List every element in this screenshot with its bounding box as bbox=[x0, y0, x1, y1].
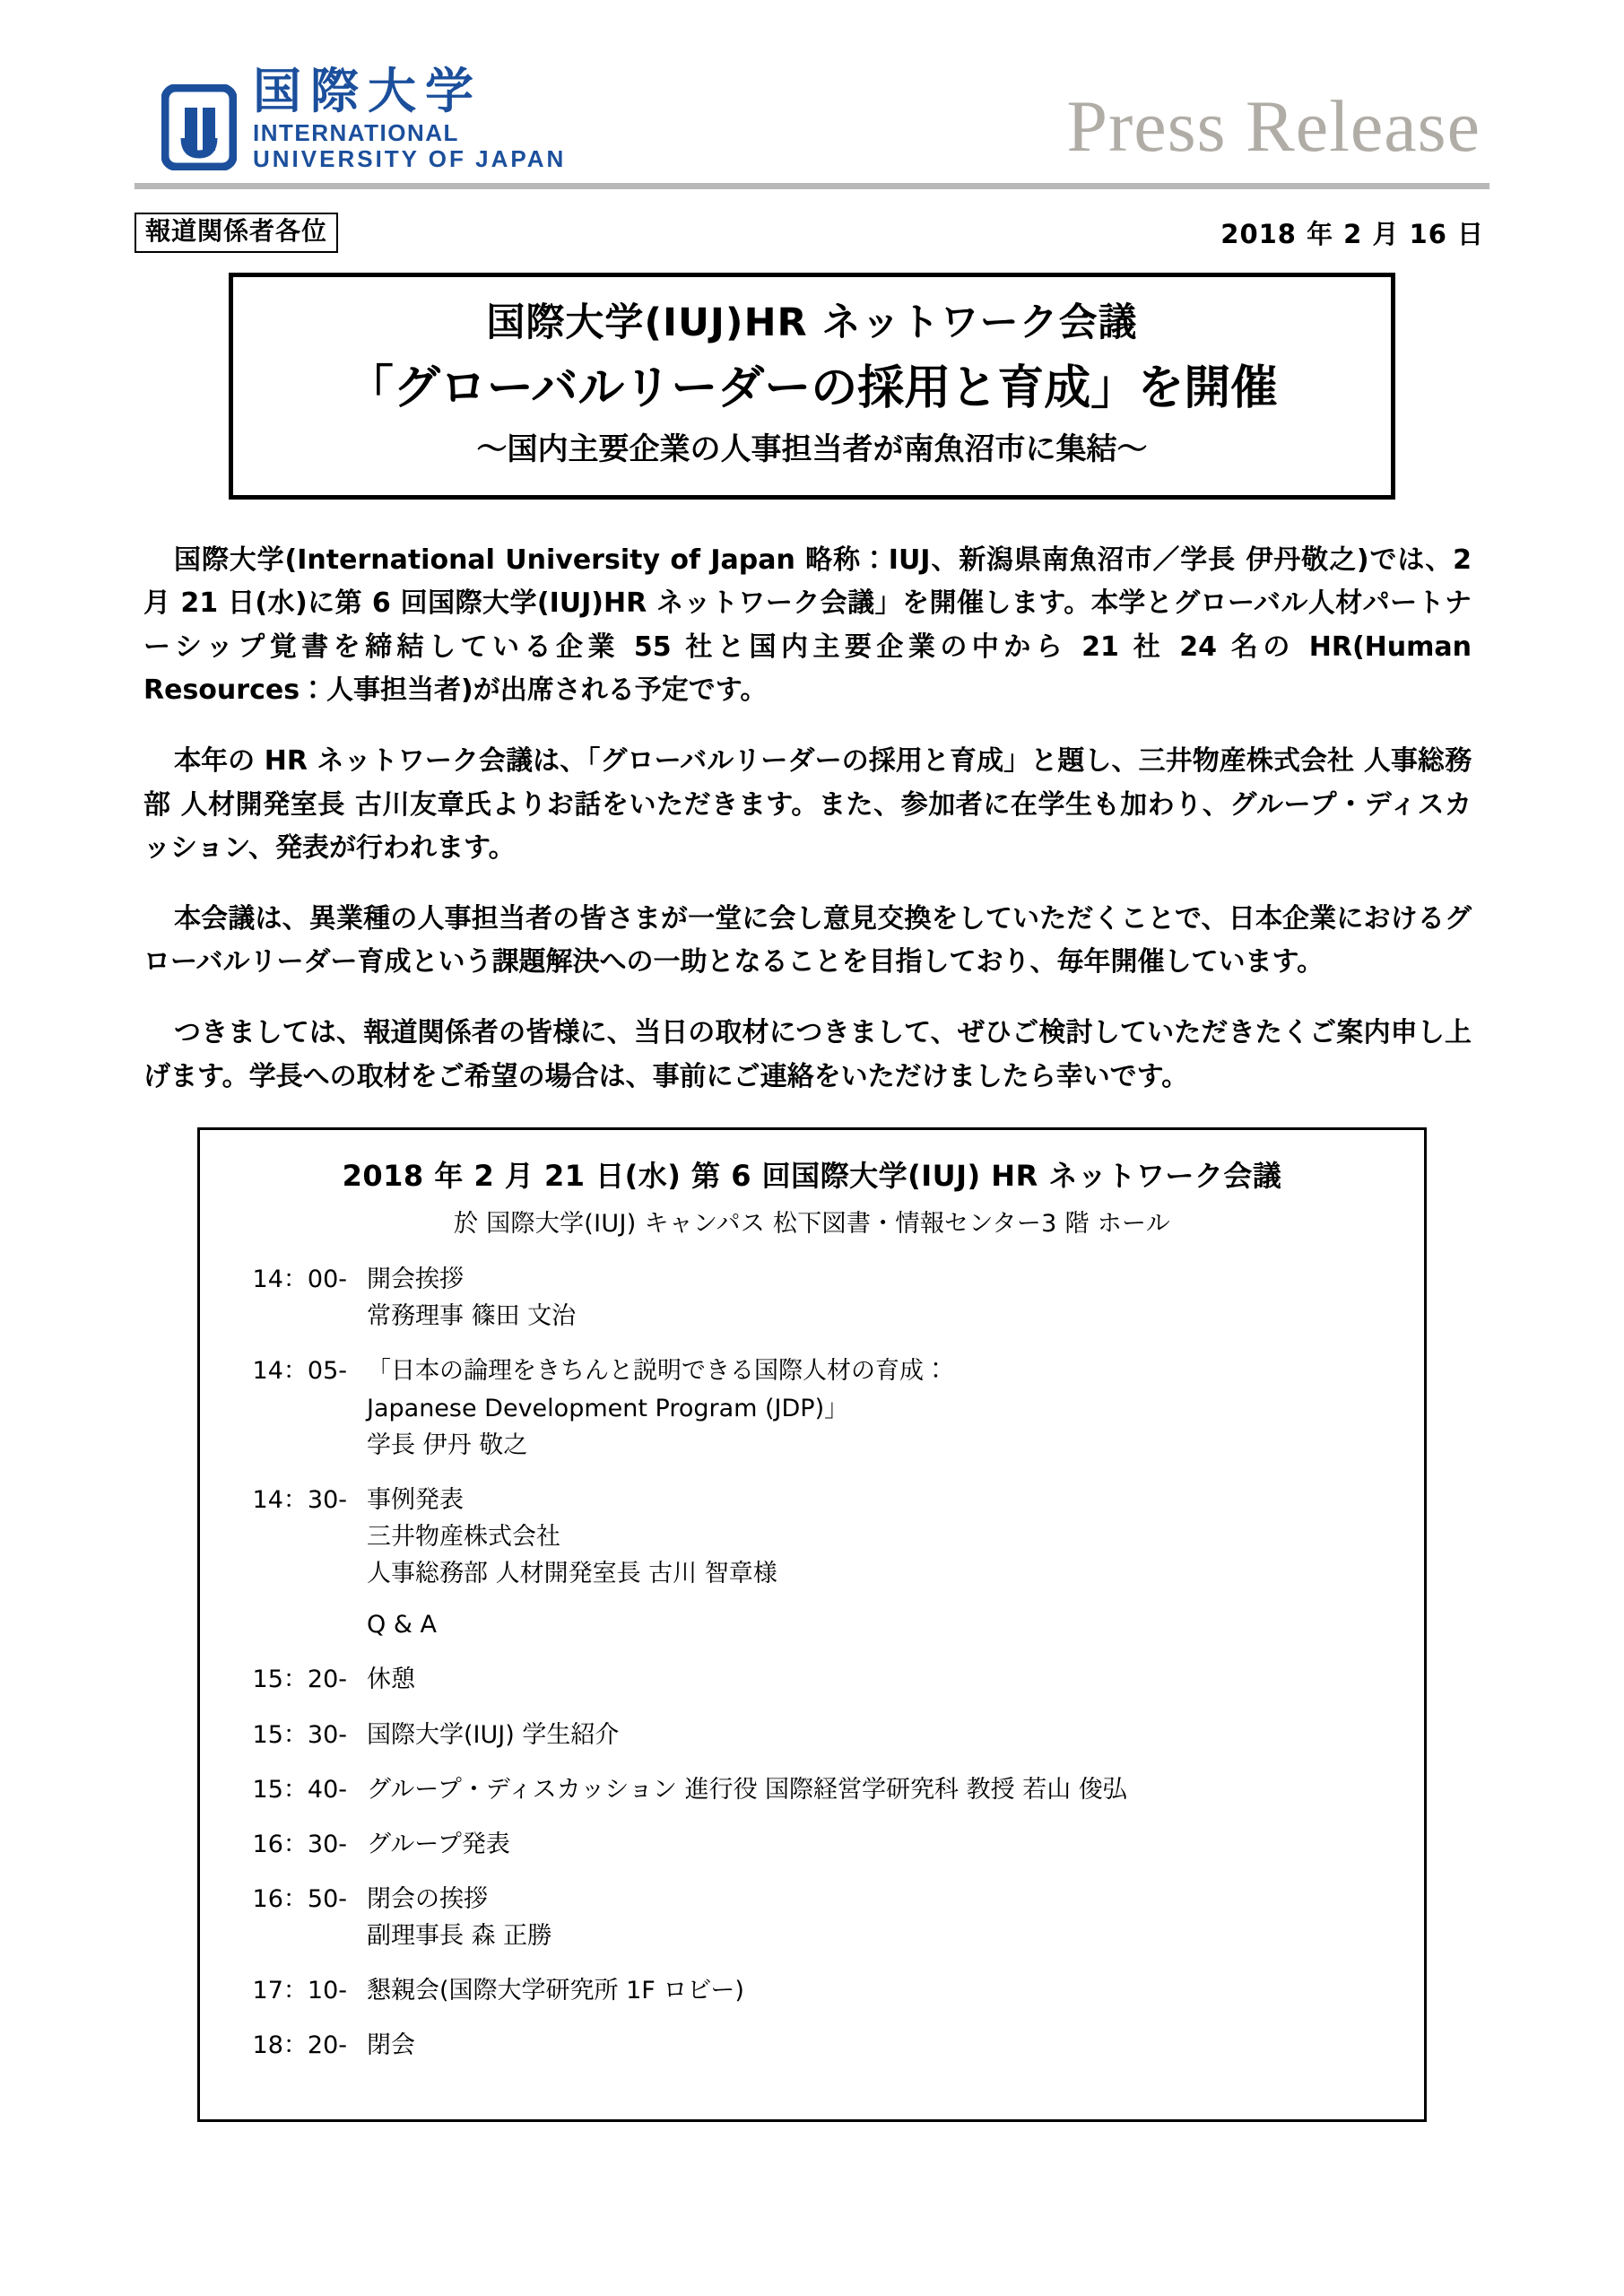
title-line-2: 「グローバルリーダーの採用と育成」を開催 bbox=[346, 361, 1278, 416]
schedule-row-description bbox=[367, 1882, 1394, 1955]
schedule-row-time: 15：20- bbox=[252, 1665, 347, 1694]
schedule-row-line: 休憩 bbox=[367, 1665, 415, 1694]
schedule-row-time: 15：40- bbox=[252, 1775, 347, 1804]
schedule-row bbox=[230, 1882, 1394, 1955]
schedule-row-description bbox=[367, 1483, 1394, 1645]
schedule-row-time: 15：30- bbox=[252, 1720, 347, 1749]
schedule-row-line: 副理事長 森 正勝 bbox=[367, 1922, 552, 1951]
press-release-label: Press Release bbox=[1066, 85, 1481, 167]
body-paragraphs bbox=[135, 539, 1489, 1100]
schedule-row bbox=[230, 1662, 1394, 1699]
schedule-row-line: Japanese Development Program (JDP)」 bbox=[367, 1394, 849, 1422]
schedule-row-line: 事例発表 bbox=[367, 1485, 464, 1514]
schedule-row-line: グループ発表 bbox=[367, 1830, 510, 1858]
schedule-row-description bbox=[367, 2028, 1394, 2065]
logo-english-line2: UNIVERSITY OF JAPAN bbox=[253, 145, 567, 172]
schedule-row-time: 17：10- bbox=[252, 1977, 347, 2005]
iuj-logo-mark-icon bbox=[161, 84, 237, 170]
schedule-row-line: 開会挨拶 bbox=[367, 1265, 464, 1294]
schedule-row-time: 14：05- bbox=[252, 1357, 347, 1386]
schedule-row-line: 三井物産株式会社 bbox=[367, 1522, 560, 1551]
body-paragraph: 本年の HR ネットワーク会議は、「グローバルリーダーの採用と育成」と題し、三井物産株式会社 人事総務部 人材開発室長 古川友章氏よりお話をいただきます。また、参加者に在学生も加わり、グループ・ディスカッション、発表が行われます。 bbox=[143, 744, 1472, 865]
schedule-row-description bbox=[367, 1772, 1394, 1809]
body-paragraph: つきましては、報道関係者の皆様に、当日の取材につきまして、ぜひご検討していただきたくご案内申し上げます。学長への取材をご希望の場合は、事前にご連絡をいただけましたら幸いです。 bbox=[143, 1016, 1472, 1092]
schedule-row bbox=[230, 1772, 1394, 1809]
schedule-row bbox=[230, 1827, 1394, 1864]
schedule-row-line: 国際大学(IUJ) 学生紹介 bbox=[367, 1720, 620, 1749]
schedule-row-line: 常務理事 篠田 文治 bbox=[367, 1302, 577, 1331]
schedule-venue: 於 国際大学(IUJ) キャンパス 松下図書・情報センター3 階 ホール bbox=[453, 1210, 1171, 1239]
schedule-row-time: 16：30- bbox=[252, 1830, 347, 1858]
meta-row bbox=[135, 213, 1489, 253]
schedule-row-line: 学長 伊丹 敬之 bbox=[367, 1431, 528, 1459]
document-date: 2018 年 2 月 16 日 bbox=[1220, 218, 1484, 249]
schedule-title: 2018 年 2 月 21 日(水) 第 6 回国際大学(IUJ) HR ネットワーク会議 bbox=[342, 1159, 1282, 1194]
schedule-row bbox=[230, 1353, 1394, 1464]
title-line-1: 国際大学(IUJ)HR ネットワーク会議 bbox=[486, 300, 1138, 345]
schedule-row bbox=[230, 1262, 1394, 1335]
addressee-box: 報道関係者各位 bbox=[135, 213, 338, 253]
schedule-row-description bbox=[367, 1718, 1394, 1754]
title-line-3: ～国内主要企業の人事担当者が南魚沼市に集結～ bbox=[476, 430, 1148, 467]
schedule-row-description bbox=[367, 1262, 1394, 1335]
body-paragraph: 本会議は、異業種の人事担当者の皆さまが一堂に会し意見交換をしていただくことで、日本企業におけるグローバルリーダー育成という課題解決への一助となることを目指しており、毎年開催しています。 bbox=[143, 902, 1472, 978]
document-header bbox=[135, 0, 1489, 179]
schedule-row-spacer bbox=[367, 1593, 1394, 1605]
schedule-row bbox=[230, 1483, 1394, 1645]
schedule-row-description bbox=[367, 1973, 1394, 2010]
schedule-row-description bbox=[367, 1353, 1394, 1464]
schedule-row-time: 14：30- bbox=[252, 1485, 347, 1514]
body-paragraph: 国際大学(International University of Japan 略称：IUJ、新潟県南魚沼市／学長 伊丹敬之)では、2 月 21 日(水)に第 6 回国際大学(IUJ)HR ネットワーク会議」を開催します。本学とグローバル人材パートナーシップ覚書を締結している企業 55 社と国内主要企業の中から 21 社 24 名の HR(Human Resources：人事担当者)が出席される予定です。 bbox=[143, 544, 1472, 707]
schedule-row-line: 閉会 bbox=[367, 2031, 415, 2060]
schedule-row-line: 懇親会(国際大学研究所 1F ロビー) bbox=[367, 1977, 744, 2005]
schedule-row-time: 14：00- bbox=[252, 1265, 347, 1294]
schedule-row-line: Q & A bbox=[367, 1611, 437, 1639]
schedule-row-description bbox=[367, 1827, 1394, 1864]
schedule-row-line: グループ・ディスカッション 進行役 国際経営学研究科 教授 若山 俊弘 bbox=[367, 1775, 1127, 1804]
logo-english-line1: INTERNATIONAL bbox=[253, 119, 459, 146]
schedule-row-line: 閉会の挨拶 bbox=[367, 1884, 488, 1913]
schedule-row-description bbox=[367, 1662, 1394, 1699]
iuj-logo-text bbox=[253, 63, 567, 172]
schedule-row bbox=[230, 1718, 1394, 1754]
title-box bbox=[229, 273, 1395, 500]
schedule-rows bbox=[230, 1262, 1394, 2065]
schedule-row-line: 人事総務部 人材開発室長 古川 智章様 bbox=[367, 1560, 777, 1588]
header-divider bbox=[135, 183, 1489, 189]
schedule-row-line: 「日本の論理をきちんと説明できる国際人材の育成： bbox=[367, 1357, 948, 1386]
schedule-box bbox=[197, 1127, 1427, 2121]
schedule-row bbox=[230, 2028, 1394, 2065]
iuj-logo bbox=[161, 63, 567, 179]
schedule-row bbox=[230, 1973, 1394, 2010]
schedule-row-time: 18：20- bbox=[252, 2031, 347, 2060]
logo-japanese-name: 国際大学 bbox=[253, 63, 482, 119]
schedule-row-time: 16：50- bbox=[252, 1884, 347, 1913]
